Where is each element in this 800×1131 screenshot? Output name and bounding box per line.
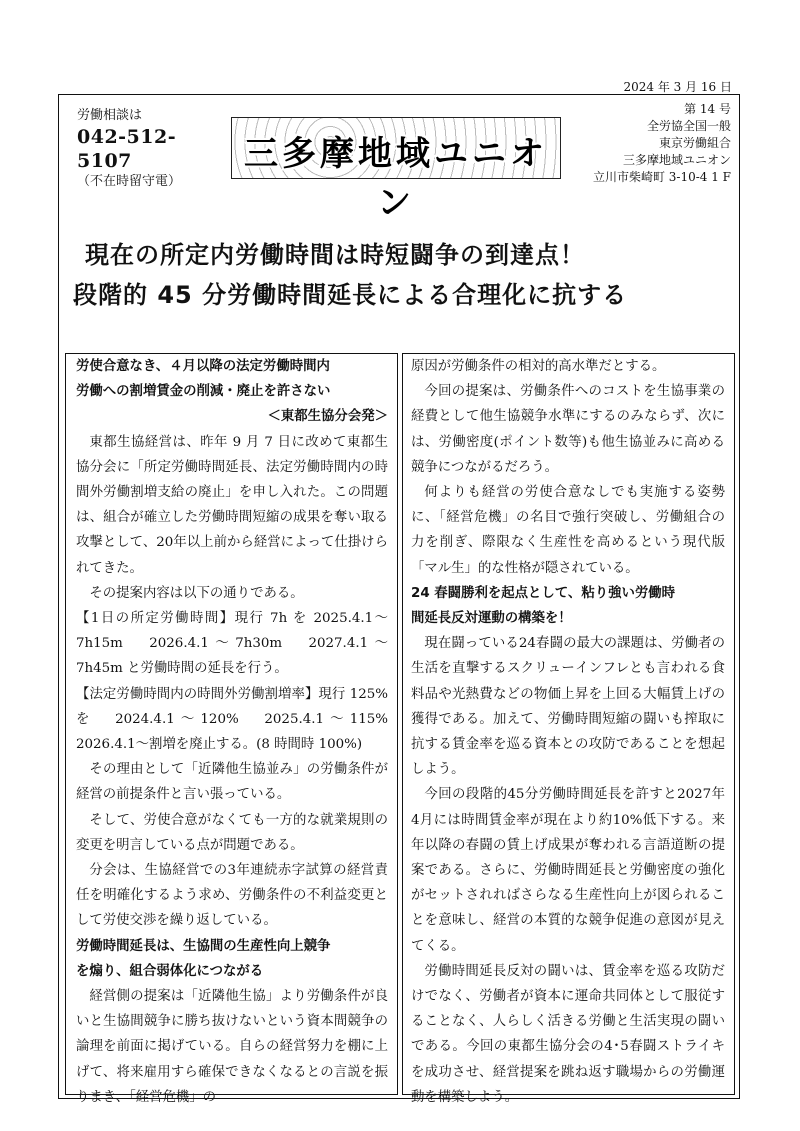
organization-info [551,101,731,186]
org-line-2: 東京労働組合 [658,136,731,150]
consultation-box [77,107,227,191]
paragraph: 東都生協経営は、昨年 9 月 7 日に改めて東都生協分会に「所定労働時間延長、法定労働時間内の時間外労働割増支給の廃止」を申し入れた。この問題は、組合が確立した労働時間短縮の成果を奪い取る攻撃として、20年以上前から経営によって仕掛けられてきた。 [76,434,388,576]
org-line-3: 三多摩地域ユニオン [622,153,731,167]
paragraph: 労働時間延長反対の闘いは、賃金率を巡る攻防だけでなく、労働者が資本に運命共同体として服従することなく、人らしく活きる労働と生活実現の闘いである。今回の東都生協分会の4･5春闘ストライキを成功させ、経営提案を跳ね返す職場からの労働運動を構築しよう。 [411,963,725,1105]
paragraph: 何よりも経営の労使合意なしでも実施する姿勢に、「経営危機」の名目で強行突破し、労働組合の力を削ぎ、際限なく生産性を高めるという現代版「マル生」的な性格が隠されている。 [411,485,725,576]
section-heading: 労働への割増賃金の削減・廃止を許さない [76,384,331,400]
section-heading: を煽り、組合弱体化につながる [76,963,264,979]
paragraph: そして、労使合意がなくても一方的な就業規則の変更を明言している点が問題である。 [76,812,388,853]
right-column [402,353,735,1105]
masthead [59,95,739,223]
paragraph: 今回の提案は、労働条件へのコストを生協事業の経費として他生協競争水準にするのみならず、次には、労働密度(ポイント数等)も他生協並みに高める競争につながるだろう。 [411,384,725,475]
union-logo [231,117,561,223]
section-heading: 労働時間延長は、生協間の生産性向上競争 [76,938,331,954]
left-column [65,353,402,1105]
org-address: 立川市柴崎町 3-10-4 1 F [592,170,731,184]
section-heading: 24 春闘勝利を起点として、粘り強い労働時 [411,585,676,601]
newsletter-page [58,94,740,1105]
main-headline: 現在の所定内労働時間は時短闘争の到達点！ [85,240,585,269]
section-heading: 労使合意なき、４月以降の法定労働時間内 [76,359,330,374]
sub-headline: 段階的 45 分労働時間延長による合理化に抗する [73,281,628,309]
paragraph: 現在闘っている24春闘の最大の課題は、労働者の生活を直撃するスクリューインフレとも言われる食料品や光熱費などの物価上昇を上回る大幅賃上げの獲得である。加えて、労働時間短縮の闘いも搾取に抗する賃金率を巡る資本との攻防であることを想起しよう。 [411,636,725,778]
paragraph: 【1日の所定労働時間】現行 7h を 2025.4.1～7h15m 2026.4.1～7h30m 2027.4.1～7h45m と労働時間の延長を行う。 [76,611,388,677]
paragraph: その理由として「近隣他生協並み」の労働条件が経営の前提条件と言い張っている。 [76,762,388,803]
voicemail-note: （不在時留守電） [77,174,182,189]
logo-text: 三多摩地域ユニオン [244,134,548,223]
article-source: ＜東都生協分会発＞ [267,409,388,425]
org-line-1: 全労協全国一般 [646,119,731,133]
paragraph: 今回の段階的45分労働時間延長を許すと2027年4月には時間賃金率が現在より約10%低下する。来年以降の春闘の賃上げ成果が奪われる言語道断の提案である。さらに、労働時間延長と労働密度の強化がセットされればさらなる生産性向上が図られることを意味し、経営の本質的な競争促進の意図が見えてくる。 [411,787,725,954]
paragraph: 【法定労働時間内の時間外労働割増率】現行 125%を 2024.4.1～120% 2025.4.1～115% 2026.4.1～割増を廃止する。(8 時間時 100%) [76,686,402,753]
consultation-label: 労働相談は [77,108,143,123]
paragraph: その提案内容は以下の通りである。 [89,585,304,601]
issue-number: 第 14 号 [684,102,731,116]
paragraph: 原因が労働条件の相対的高水準だとする。 [411,359,666,374]
issue-date: 2024 年 3 月 16 日 [623,80,732,94]
paragraph: 分会は、生協経営での3年連続赤字試算の経営責任を明確化するよう求め、労働条件の不利益変更として労使交渉を繰り返している。 [76,863,388,929]
section-heading: 間延長反対運動の構築を！ [411,611,572,627]
phone-number: 042-512-5107 [77,126,177,172]
paragraph: 経営側の提案は「近隣他生協」より労働条件が良いと生協間競争に勝ち抜けないという資本間競争の論理を前面に掲げている。自らの経営努力を棚に上げて、将来雇用すら確保できなくなるとの言説を振りまき、「経営危機」の [76,989,388,1105]
